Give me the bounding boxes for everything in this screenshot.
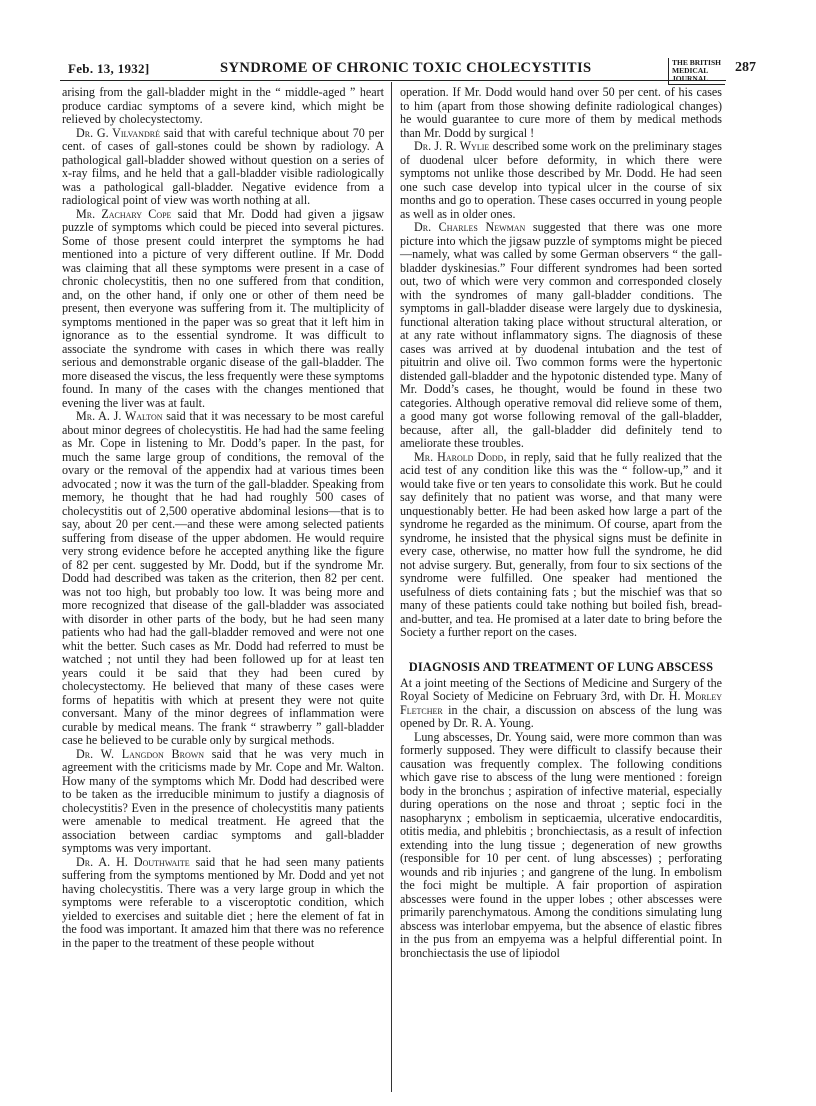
paragraph: At a joint meeting of the Sections of Medicine and Surgery of the Royal Society of Medicine on February 3rd, with Dr. H. Morley Fletcher in the chair, a discussion on abscess of the lung was opened by Dr. R. A. Young. xyxy=(400,675,722,730)
paragraph: Dr. A. H. Douthwaite said that he had seen many patients suffering from the symptoms mentioned by Mr. Dodd and yet not having cholecystitis. There was a very large group in which the symptoms were referable to a visceroptotic condition, which yielded to exercises and suitable diet ; here the element of fat in the food was important. It amazed him that there was no reference in the paper to the treatment of these people without xyxy=(62,854,384,950)
speaker-name: Dr. G. Vilvandré xyxy=(76,125,160,140)
paragraph: Dr. W. Langdon Brown said that he was very much in agreement with the criticisms made by Mr. Cope and Mr. Walton. How many of the symptoms which Mr. Dodd had described were to be taken as the irreducible minimum to justify a diagnosis of cholecystitis? Even in the presence of cholecystitis many patients were amenable to medical treatment. He agreed that the association between cardiac symptoms and gall-bladder symptoms was very important. xyxy=(62,746,384,855)
right-column xyxy=(400,86,722,960)
section-heading: DIAGNOSIS AND TREATMENT OF LUNG ABSCESS xyxy=(408,659,714,674)
page-number: 287 xyxy=(735,60,756,75)
column-rule xyxy=(391,82,392,1092)
header-rule xyxy=(60,80,726,81)
paragraph: Dr. Charles Newman suggested that there was one more picture into which the jigsaw puzzle of symptoms might be pieced—namely, what was called by some German observers “ the gall-bladder dyskinesias.” Four different syndromes had been sorted out, two of which were very common and corresponded closely with the syndromes of many gall-bladder conditions. The symptoms in gall-bladder disease were largely due to dyskinesia, functional alteration taking place without structural alteration, or at any rate without inflammatory signs. The diagnosis of these cases was arrived at by duodenal intubation and the test of pituitrin and olive oil. Two common forms were the hypertonic distended gall-bladder and the hypotonic distended type. Many of Mr. Dodd’s cases, he thought, would be found in these two categories. Although operative removal did relieve some of them, a good many got worse following removal of the gall-bladder, because, after all, the gall-bladder did definitely tend to ameliorate these troubles. xyxy=(400,220,722,450)
speaker-name: Mr. Harold Dodd xyxy=(414,449,504,464)
left-column xyxy=(62,86,384,950)
speaker-name: Mr. A. J. Walton xyxy=(76,409,163,423)
paragraph: Dr. G. Vilvandré said that with careful technique about 70 per cent. of cases of gall-stones could be shown by radiology. A pathological gall-bladder showed without question on a series of x-ray films, and he held that a gall-bladder visible radiologically was a pathological gall-bladder. Negative evidence from a radiological point of view was worth nothing at all. xyxy=(62,125,384,207)
journal-mark-line1: THE BRITISH xyxy=(672,58,721,67)
chair-name: Morley Fletcher xyxy=(400,689,722,717)
paragraph: operation. If Mr. Dodd would hand over 50 per cent. of his cases to him (apart from those showing definite radiological changes) he would guarantee to cure more of them by medical methods than Mr. Dodd by surgical ! xyxy=(400,85,722,140)
paragraph: Lung abscesses, Dr. Young said, were more common than was formerly supposed. They were difficult to classify because their causation was frequently complex. The following conditions which gave rise to abscess of the lung were mentioned : foreign body in the bronchus ; aspiration of infective material, especially during operations on the nose and throat ; septic foci in the nasopharynx ; embolism in septicaemia, ulcerative endocarditis, otitis media, and phlebitis ; bronchiectasis, as a result of infection extending into the lung tissue ; degeneration of new growths (responsible for 10 per cent. of lung abscesses) ; perforating wounds and rib injuries ; and gangrene of the lung. In embolism the foci might be multiple. A fair proportion of aspiration abscesses were found in the upper lobes ; other abscesses were primarily parenchymatous. Among the conditions simulating lung abscess was interlobar empyema, but the absence of elastic fibres in the pus from an empyema was a helpful differential point. In bronchiectasis the use of lipiodol xyxy=(400,729,722,960)
speaker-name: Dr. J. R. Wylie xyxy=(414,139,490,153)
paragraph: Mr. Zachary Cope said that Mr. Dodd had given a jigsaw puzzle of symptoms which could be pieced into several pictures. Some of those present could interpret the symptoms he had mentioned into a picture of very different outline. If Mr. Dodd was claiming that all these symptoms were present in a case of chronic cholecystitis, then no one suffered from that condition, and, on the other hand, if only one or other of them need be present, then everyone was suffering from it. The multiplicity of symptoms mentioned in the paper was so great that it left him in ignorance as to the essential syndrome. It was difficult to associate the syndrome with cases in which there was really serious and demonstrable organic disease of the gall-bladder. The more diseased the viscus, the less frequently were these symptoms found. In many of the cases with the changes mentioned that evening the liver was at fault. xyxy=(62,206,384,410)
paragraph: Mr. A. J. Walton said that it was necessary to be most careful about minor degrees of cholecystitis. He had had the same feeling as Mr. Cope in listening to Mr. Dodd’s paper. In the past, for much the same large group of conditions, the removal of the ovary or the removal of the appendix had at various times been advocated ; now it was the turn of the gall-bladder. Speaking from memory, he thought that he had had roughly 500 cases of cholecystitis out of 2,500 operative abdominal lesions—that is to say, about 20 per cent.—and these were among selected patients suffering from disease of the upper abdomen. He would require very strong evidence before he accepted anything like the figure of 82 per cent. suggested by Mr. Dodd, but if the syndrome Mr. Dodd had described was taken as the criterion, then 82 per cent. was not too high, but probably too low. It was being more and more recognized that disease of the gall-bladder was associated with disorder in other parts of the body, but he had seen many patients who had had the gall-bladder removed and were not one whit the better. Such cases as Mr. Dodd had referred to must be watched ; not until they had been followed up for at least ten years could it be said that they had been cured by cholecystectomy. He believed that many of these cases were forms of hepatitis with which at present they were not quite conversant. Many of the minor degrees of inflammation were curable by medical means. The frank “ strawberry ” gall-bladder case he believed to be curable only by surgical methods. xyxy=(62,409,384,747)
paragraph: Mr. Harold Dodd, in reply, said that he fully realized that the acid test of any condition like this was the “ follow-up,” and it would take five or ten years to consolidate this work. But he could say definitely that no patient was worse, and that many were unquestionably better. He had been asked how large a part of the syndrome he regarded as the minimum. Of course, apart from the syndrome, he insisted that the physical signs must be definite in every case, otherwise, no matter how full the syndrome, he did not advise surgery. But, generally, from four to six sections of the syndrome were fulfilled. One speaker had mentioned the usefulness of diets containing fats ; but the mischief was that so many of these patients could take nothing but boiled fish, bread-and-butter, and tea. He promised at a later date to bring before the Society a further report on the cases. xyxy=(400,449,723,639)
speaker-name: Dr. Charles Newman xyxy=(414,220,526,234)
paragraph: Dr. J. R. Wylie described some work on the preliminary stages of duodenal ulcer before deformity, in which there were symptoms not unlike those described by Mr. Dodd. He had seen one such case develop into typical ulcer in the course of six months and go to operation. These cases occurred in young people as well as in older ones. xyxy=(400,139,722,221)
issue-date: Feb. 13, 1932] xyxy=(68,61,150,76)
speaker-name: Dr. W. Langdon Brown xyxy=(76,746,205,761)
speaker-name: Mr. Zachary Cope xyxy=(76,206,172,221)
speaker-name: Dr. A. H. Douthwaite xyxy=(76,854,190,869)
journal-mark-line2: MEDICAL JOURNAL xyxy=(672,66,709,83)
running-title: SYNDROME OF CHRONIC TOXIC CHOLECYSTITIS xyxy=(220,60,592,76)
running-header xyxy=(60,58,756,83)
paragraph: arising from the gall-bladder might in the “ middle-aged ” heart produce cardiac symptoms of a severe kind, which might be relieved by cholecystectomy. xyxy=(62,85,384,126)
